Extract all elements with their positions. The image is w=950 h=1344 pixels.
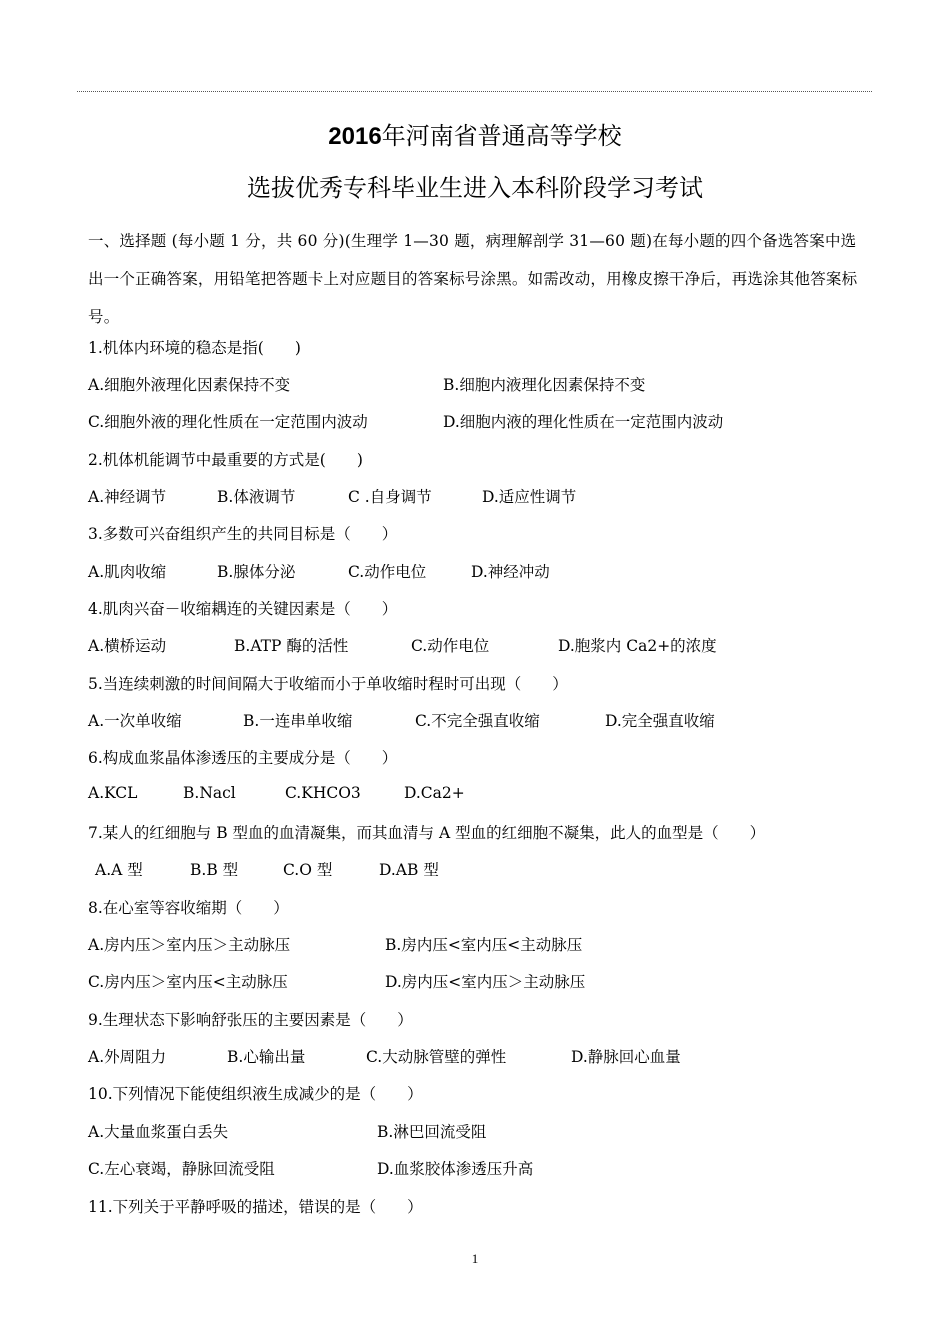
question-stem: 4.肌肉兴奋－收缩耦连的关键因素是（ ） bbox=[88, 600, 398, 618]
option-b: B.腺体分泌 bbox=[217, 563, 296, 581]
question-stem: 10.下列情况下能使组织液生成减少的是（ ） bbox=[88, 1085, 423, 1103]
option-b: B.ATP 酶的活性 bbox=[234, 637, 349, 655]
option-a: A.横桥运动 bbox=[88, 637, 167, 655]
option-a: A.房内压＞室内压＞主动脉压 bbox=[88, 936, 291, 954]
option-d: D.胞浆内 Ca2+的浓度 bbox=[558, 637, 717, 655]
option-b: B.房内压<室内压<主动脉压 bbox=[385, 936, 583, 954]
option-d: D.适应性调节 bbox=[482, 488, 577, 506]
option-c: C.房内压＞室内压<主动脉压 bbox=[88, 973, 288, 991]
question-stem: 6.构成血浆晶体渗透压的主要成分是（ ） bbox=[88, 749, 398, 767]
option-a: A.细胞外液理化因素保持不变 bbox=[88, 376, 291, 394]
option-d: D.血浆胶体渗透压升高 bbox=[377, 1160, 534, 1178]
option-b: B.一连串单收缩 bbox=[243, 712, 353, 730]
title-text: 年河南省普通高等学校 bbox=[381, 122, 622, 150]
question-stem: 1.机体内环境的稳态是指( ) bbox=[88, 339, 301, 357]
option-a: A.肌肉收缩 bbox=[88, 563, 167, 581]
option-a: A.外周阻力 bbox=[88, 1048, 167, 1066]
option-b: B.淋巴回流受阻 bbox=[377, 1123, 487, 1141]
section-instructions: 一、选择题 (每小题 1 分，共 60 分)(生理学 1—30 题，病理解剖学 31—60 题)在每小题的四个备选答案中选出一个正确答案，用铅笔把答题卡上对应题目的答案标号涂黑。如需改动，用橡皮擦干净后，再选涂其他答案标号。 bbox=[88, 232, 858, 326]
option-d: D.AB 型 bbox=[379, 861, 439, 879]
option-d: D.神经冲动 bbox=[471, 563, 550, 581]
option-a: A.大量血浆蛋白丢失 bbox=[88, 1123, 229, 1141]
option-c: C.细胞外液的理化性质在一定范围内波动 bbox=[88, 413, 368, 431]
page-number: 1 bbox=[471, 1251, 479, 1266]
page-subtitle: 选拔优秀专科毕业生进入本科阶段学习考试 bbox=[247, 174, 703, 202]
option-b: B.心输出量 bbox=[227, 1048, 306, 1066]
title-year: 2016 bbox=[328, 123, 382, 150]
option-c: C.KHCO3 bbox=[285, 784, 361, 802]
option-c: C.左心衰竭，静脉回流受阻 bbox=[88, 1160, 275, 1178]
option-c: C.动作电位 bbox=[348, 563, 427, 581]
option-a: A.A 型 bbox=[95, 861, 143, 879]
question-stem: 11.下列关于平静呼吸的描述，错误的是（ ） bbox=[88, 1198, 423, 1216]
option-d: D.Ca2+ bbox=[404, 784, 465, 802]
top-dotted-rule bbox=[77, 91, 872, 92]
option-d: D.完全强直收缩 bbox=[605, 712, 715, 730]
option-a: A.KCL bbox=[88, 784, 138, 802]
option-c: C.大动脉管壁的弹性 bbox=[366, 1048, 507, 1066]
question-stem: 5.当连续刺激的时间间隔大于收缩而小于单收缩时程时可出现（ ） bbox=[88, 675, 568, 693]
option-c: C.动作电位 bbox=[411, 637, 490, 655]
option-c: C .自身调节 bbox=[348, 488, 432, 506]
question-stem: 8.在心室等容收缩期（ ） bbox=[88, 899, 289, 917]
option-d: D.静脉回心血量 bbox=[571, 1048, 681, 1066]
option-b: B.体液调节 bbox=[217, 488, 296, 506]
option-b: B.细胞内液理化因素保持不变 bbox=[443, 376, 646, 394]
option-d: D.房内压<室内压＞主动脉压 bbox=[385, 973, 586, 991]
question-stem: 7.某人的红细胞与 B 型血的血清凝集，而其血清与 A 型血的红细胞不凝集，此人的血型是（ ） bbox=[88, 824, 766, 842]
page-title bbox=[0, 116, 950, 151]
option-d: D.细胞内液的理化性质在一定范围内波动 bbox=[443, 413, 724, 431]
option-b: B.B 型 bbox=[190, 861, 239, 879]
option-a: A.神经调节 bbox=[88, 488, 167, 506]
question-stem: 9.生理状态下影响舒张压的主要因素是（ ） bbox=[88, 1011, 413, 1029]
option-c: C.不完全强直收缩 bbox=[415, 712, 540, 730]
option-c: C.O 型 bbox=[283, 861, 333, 879]
question-stem: 2.机体机能调节中最重要的方式是( ) bbox=[88, 451, 363, 469]
option-a: A.一次单收缩 bbox=[88, 712, 182, 730]
option-b: B.Nacl bbox=[183, 784, 236, 802]
question-stem: 3.多数可兴奋组织产生的共同目标是（ ） bbox=[88, 525, 398, 543]
